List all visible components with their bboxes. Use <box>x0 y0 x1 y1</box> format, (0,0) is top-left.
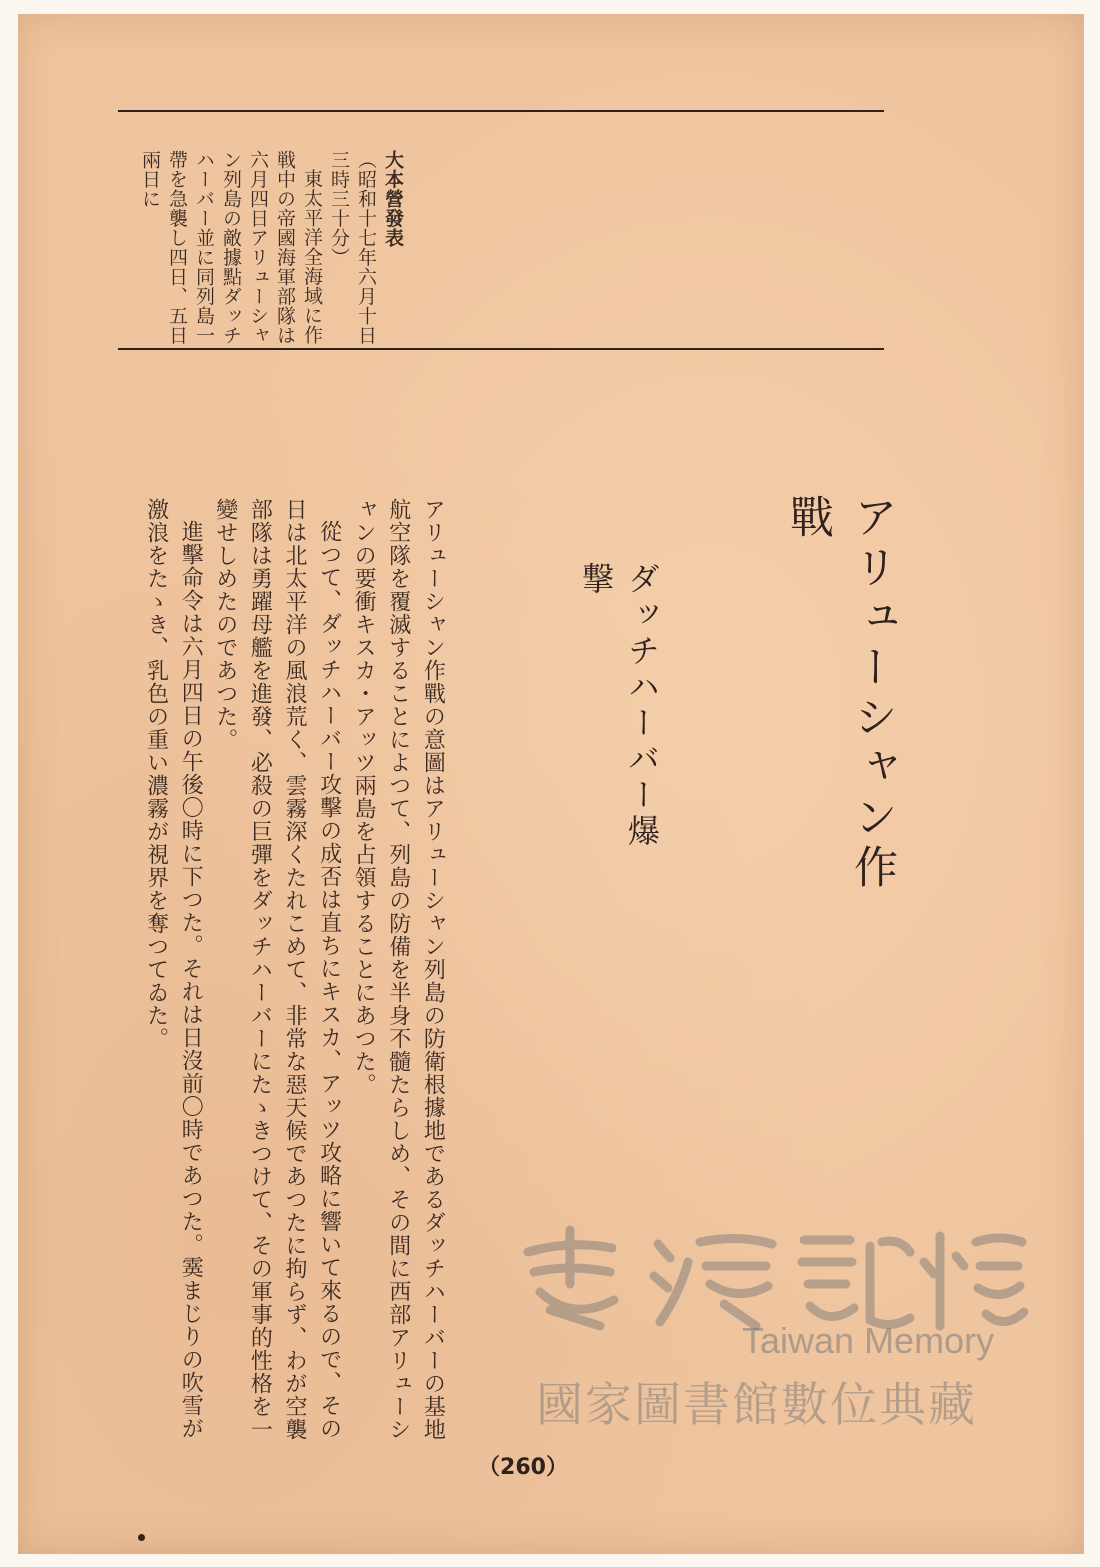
page-number: （260） <box>478 1455 568 1480</box>
watermark-english: Taiwan Memory <box>742 1320 995 1361</box>
article-subtitle: ダッチハーバー爆撃 <box>577 562 661 850</box>
article-title: アリューシャン作戰 <box>782 494 897 894</box>
article-body <box>138 498 449 1458</box>
watermark-calligraphy-logo <box>510 1222 1030 1334</box>
imperial-hq-bulletin <box>136 150 406 360</box>
ink-speck <box>138 1534 145 1541</box>
bulletin-text: 東太平洋全海域に作戦中の帝國海軍部隊は六月四日アリューシャン列島の敵據點ダッチハーバー並に同列島一帶を急襲し四日、五日兩日に <box>139 150 323 345</box>
watermark-chinese: 國家圖書館數位典藏 <box>536 1378 977 1433</box>
bulletin-heading: 大本營發表 <box>382 150 404 248</box>
top-rule <box>118 110 884 112</box>
body-paragraph-3: 進擊命令は六月四日の午後〇時に下つた。それは日沒前〇時であつた。霙まじりの吹雪が激浪をたゝき、乳色の重い濃霧が視界を奪つてゐた。 <box>143 498 204 1440</box>
bulletin-date: （昭和十七年六月十日三時三十分） <box>328 150 377 345</box>
body-paragraph-2: 從つて、ダッチハーバー攻擊の成否は直ちにキスカ、アッツ攻略に響いて來るので、その日は北太平洋の風浪荒く、雲霧深くたれこめて、非常な惡天候であつたに拘らず、わが空襲部隊は勇躍母艦を進發、必殺の巨彈をダッチハーバーにたゝきつけて、その軍事的性格を一變せしめたのであつた。 <box>212 498 342 1441</box>
body-paragraph-1: アリューシャン作戰の意圖はアリューシャン列島の防衛根據地であるダッチハーバーの基地航空隊を覆滅することによつて、列島の防備を半身不髓たらしめ、その間に西部アリューシャンの要衝キスカ・アッツ兩島を占領することにあつた。 <box>351 498 446 1441</box>
